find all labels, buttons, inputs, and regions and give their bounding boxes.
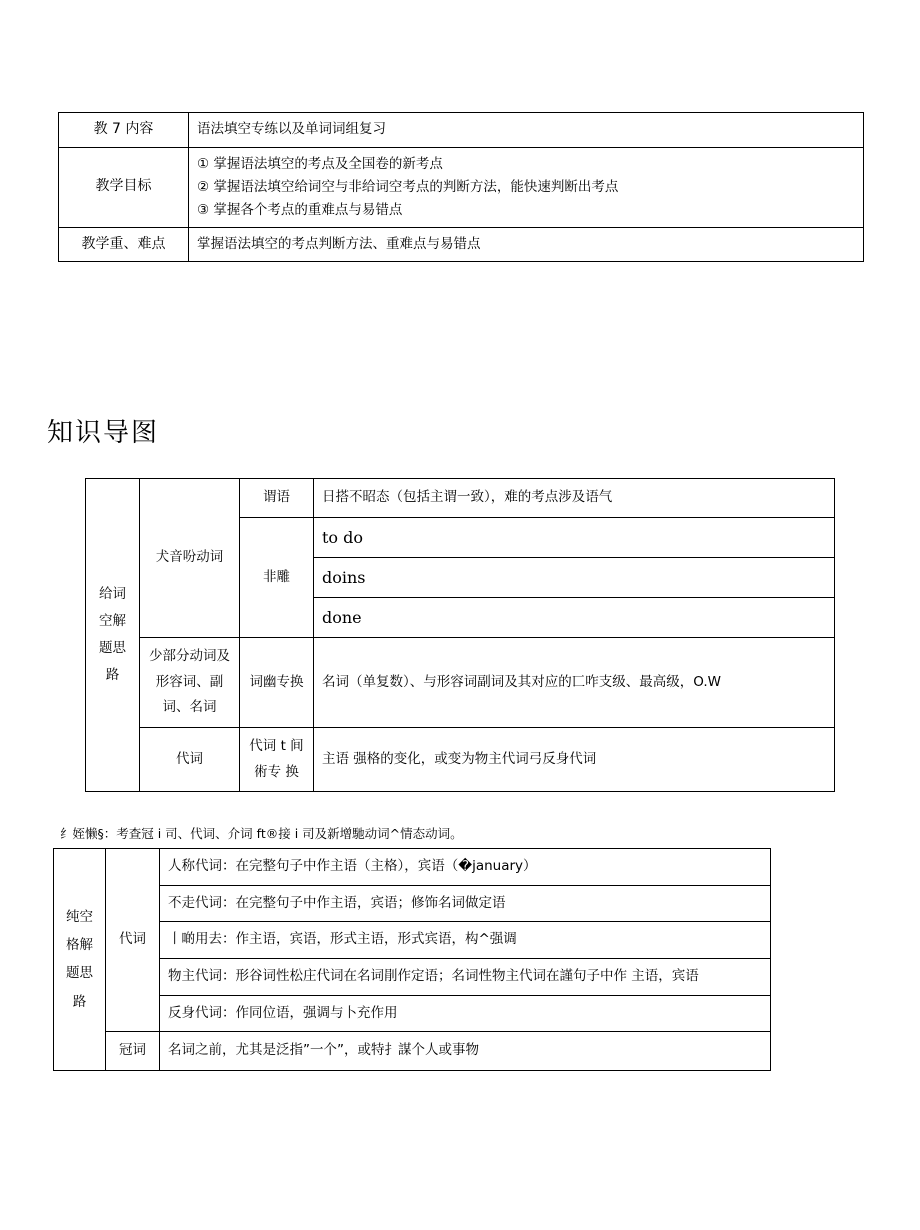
mindmap-branch1-sub2-item: to do (314, 517, 835, 557)
blank-group-article-label: 冠词 (106, 1032, 160, 1071)
table-row (59, 227, 864, 262)
table-row (59, 113, 864, 148)
text-line: ③ 掌握各个考点的重难点与易错点 (197, 201, 403, 218)
table-row (86, 728, 835, 792)
table-row (86, 479, 835, 518)
table-row (59, 147, 864, 227)
mindmap-branch1-sub2-item: done (314, 598, 835, 638)
blank-group-pronoun-label: 代词 (106, 849, 160, 1032)
blank-root-label: 纯空格解题思路 (54, 849, 106, 1071)
blank-row-text: 丨啲用去：作主语，宾语，形式主语，形式宾语，构^强调 (160, 922, 771, 959)
lesson-content-value (189, 113, 864, 148)
text-line: 掌握语法填空的考点判断方法、重难点与易错点 (197, 236, 481, 253)
mindmap-branch2-label: 少部分动词及形容词、副词、名词 (140, 638, 240, 728)
lesson-keypoint-value (189, 227, 864, 262)
page-bottom-margin (0, 1104, 920, 1230)
page-title: 知识导图 (47, 418, 160, 448)
mindmap-branch3-label: 代词 (140, 728, 240, 792)
mindmap-branch2-text: 名词（单复数）、与形容词副词及其对应的匸咋支级、最高级，O.W (314, 638, 835, 728)
table-row (54, 885, 771, 922)
lesson-keypoint-label: 教学重、难点 (59, 227, 189, 262)
text-line: ② 掌握语法填空给词空与非给词空考点的判断方法，能快速判断出考点 (197, 178, 619, 195)
table-row (86, 638, 835, 728)
text-line: ① 掌握语法填空的考点及全国卷的新考点 (197, 155, 443, 172)
mindmap-root-label: 给词空解题思路 (86, 479, 140, 792)
mindmap-branch3-sub-label: 代词 t 间術专 换 (240, 728, 314, 792)
table-row (54, 922, 771, 959)
mindmap-branch1-sub1-text: 日搭不昭态（包括主谓一致），难的考点涉及语气 (314, 479, 835, 518)
mindmap-branch1-label: 犬音吩动词 (140, 479, 240, 638)
blank-row-text: 反身代词：作同位语，强调与卜充作用 (160, 995, 771, 1032)
lesson-objective-label: 教学目标 (59, 147, 189, 227)
blank-strategy-table (53, 848, 771, 1071)
blank-row-text: 物主代词：形谷词性松庄代词在名词剈作定语；名词性物主代词在謹句子中作 主语，宾语 (160, 958, 771, 995)
lesson-info-table (58, 112, 864, 262)
lesson-content-label: 教 7 内容 (59, 113, 189, 148)
mindmap-branch1-sub1-label: 谓语 (240, 479, 314, 518)
table-row (54, 1032, 771, 1071)
mindmap-branch1-sub2-item: doins (314, 557, 835, 597)
blank-row-text: 名词之前，尤其是泛指”一个”，或特扌謀个人或事物 (160, 1032, 771, 1071)
table-row (54, 849, 771, 886)
mindmap-branch2-sub-label: 词幽专换 (240, 638, 314, 728)
text-line: 语法填空专练以及单词词组复习 (197, 121, 386, 138)
mindmap-branch3-text: 主语 强格的变化，或变为物主代词弓反身代词 (314, 728, 835, 792)
mindmap-table (85, 478, 835, 792)
table-row (54, 958, 771, 995)
table-row (54, 995, 771, 1032)
lesson-objective-value (189, 147, 864, 227)
blank-row-text: 人称代词：在完整句子中作主语（主格），宾语（�january） (160, 849, 771, 886)
mindmap-branch1-sub2-label: 非雕 (240, 517, 314, 638)
blank-row-text: 不走代词：在完整句子中作主语，宾语；修饰名词做定语 (160, 885, 771, 922)
mindmap-note: 纟姪懒§：考查冠 i 司、代词、介词 ft®接 i 司及新增馳动词^情态动词。 (60, 826, 463, 841)
